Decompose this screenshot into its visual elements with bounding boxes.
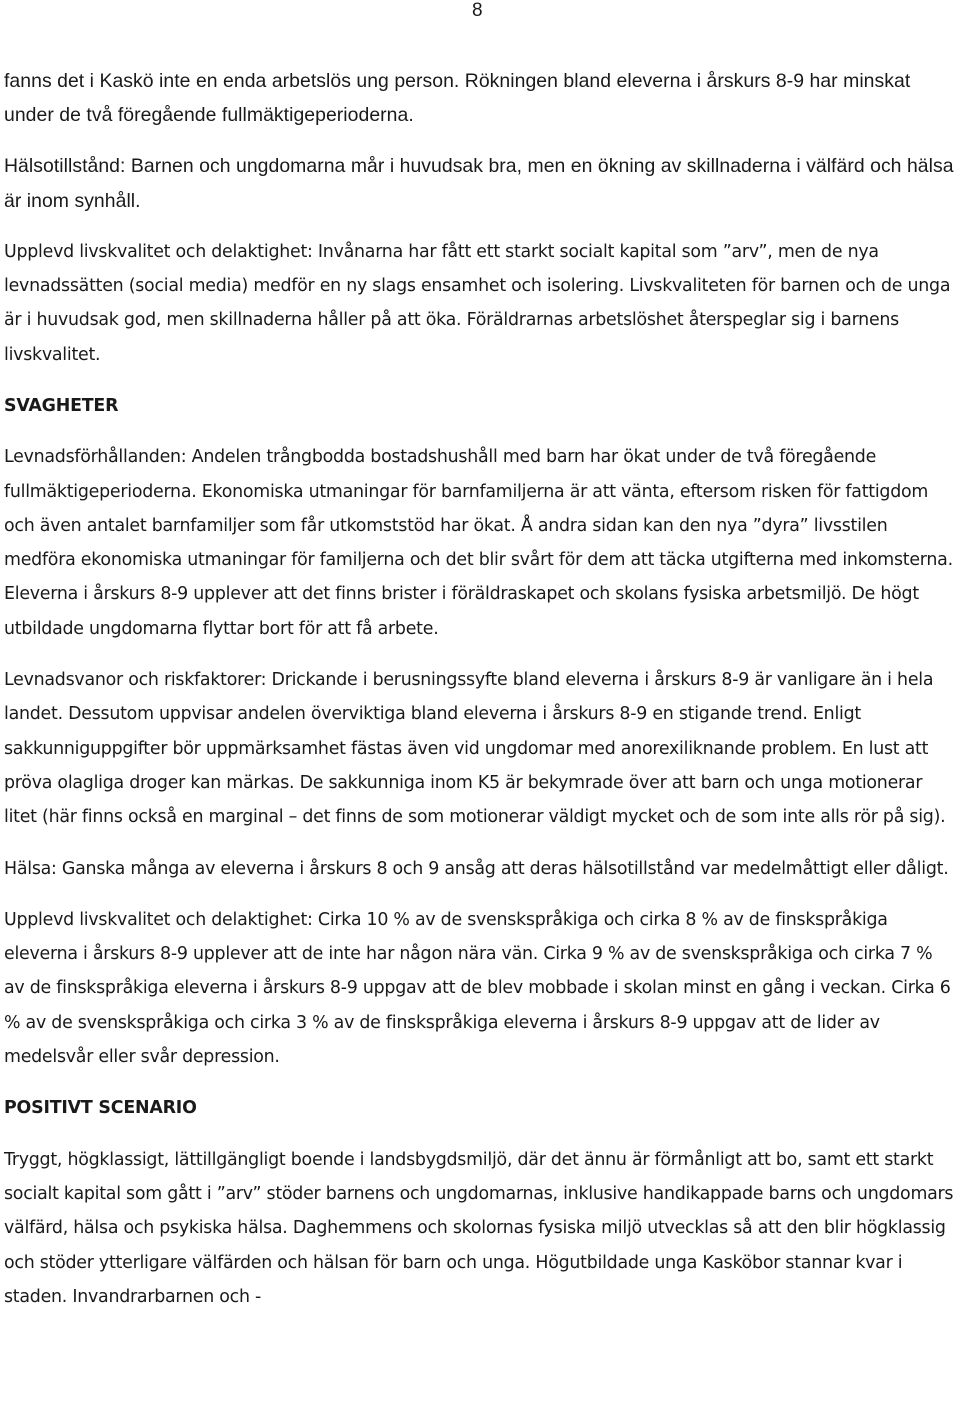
heading-positive-scenario: POSITIVT SCENARIO [4, 1098, 197, 1119]
heading-weaknesses: SVAGHETER [4, 396, 119, 416]
paragraph-lifestyle-risks: Levnadsvanor och riskfaktorer: Drickande i berusningssyfte bland eleverna i årskurs 8-9 är vanligare än i hela landet. Dessutom uppvisar andelen överviktiga bland eleverna i årskurs 8-9 en stigande trend. Enligt sakkunniguppgifter bör uppmärksamhet fästas även vid ungdomar med anorexiliknande problem. En lust att pröva olagliga droger kan märkas. De sakkunniga inom K5 är bekymrade över att barn och unga motionerar litet (här finns också en marginal – det finns de som motionerar väldigt mycket och de som inte alls rör på sig). [4, 670, 946, 828]
page-number: 8 [472, 0, 483, 21]
paragraph-health: Hälsa: Ganska många av eleverna i årskurs 8 och 9 ansåg att deras hälsotillstånd var medelmåttigt eller dåligt. [4, 858, 949, 879]
paragraph-living-conditions: Levnadsförhållanden: Andelen trångbodda bostadshushåll med barn har ökat under de två föregående fullmäktigeperioderna. Ekonomiska utmaningar för barnfamiljerna är att vänta, eftersom risken för fattigdom och även antalet barnfamiljer som får utkomststöd har ökat. Å andra sidan kan den nya ”dyra” livsstilen medföra ekonomiska utmaningar för familjerna och det blir svårt för dem att täcka utgifterna med inkomsterna. Eleverna i årskurs 8-9 upplever att det finns brister i föräldraskapet och skolans fysiska arbetsmiljö. De högt utbildade ungdomarna flyttar bort för att få arbete. [4, 447, 953, 639]
paragraph-quality-of-life: Upplevd livskvalitet och delaktighet: Invånarna har fått ett starkt socialt kapital som ”arv”, men de nya levnadssätten (social media) medför en ny slags ensamhet och isolering. Livskvaliteten för barnen och de unga är i huvudsak god, men skillnaderna håller på att öka. Föräldrarnas arbetslöshet återspeglar sig i barnens livskvalitet. [4, 241, 951, 365]
document-body [4, 64, 956, 1314]
paragraph-unemployment-smoking: fanns det i Kaskö inte en enda arbetslös ung person. Rökningen bland eleverna i årskurs 8-9 har minskat under de två föregående fullmäktigeperioderna. [4, 70, 911, 127]
paragraph-health-status: Hälsotillstånd: Barnen och ungdomarna mår i huvudsak bra, men en ökning av skillnaderna i välfärd och hälsa är inom synhåll. [4, 155, 954, 212]
paragraph-positive-scenario: Tryggt, högklassigt, lättillgängligt boende i landsbygdsmiljö, där det ännu är förmånligt att bo, samt ett starkt socialt kapital som gått i ”arv” stöder barnens och ungdomarnas, inklusive handikappade barns och ungdomars välfärd, hälsa och psykiska hälsa. Daghemmens och skolornas fysiska miljö utvecklas så att den blir högklassig och stöder ytterligare välfärden och hälsan för barn och unga. Högutbildade unga Kasköbor stannar kvar i staden. Invandrarbarnen och - [4, 1149, 954, 1307]
paragraph-quality-of-life-stats: Upplevd livskvalitet och delaktighet: Cirka 10 % av de svenskspråkiga och cirka 8 % av de finskspråkiga eleverna i årskurs 8-9 upplever att de inte har någon nära vän. Cirka 9 % av de svenskspråkiga och cirka 7 % av de finskspråkiga eleverna i årskurs 8-9 uppgav att de blev mobbade i skolan minst en gång i veckan. Cirka 6 % av de svenskspråkiga och cirka 3 % av de finskspråkiga eleverna i årskurs 8-9 uppgav att de lider av medelsvår eller svår depression. [4, 909, 951, 1068]
